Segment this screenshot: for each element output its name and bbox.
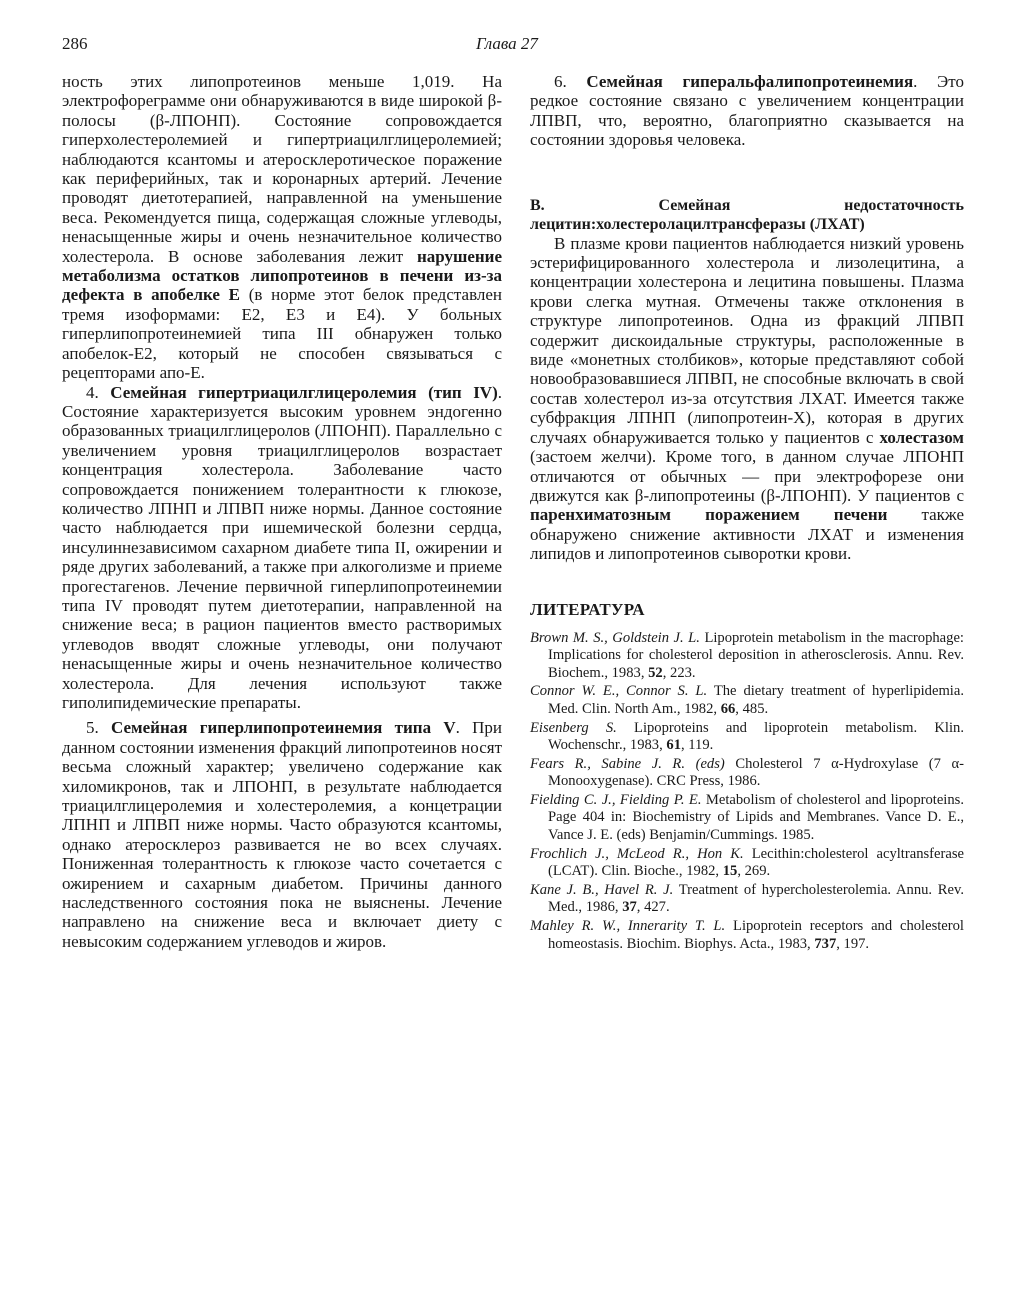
paragraph-lcat-deficiency xyxy=(530,234,964,564)
reference-item xyxy=(530,846,964,881)
bold-text: паренхиматозным поражением печени xyxy=(530,505,888,525)
text-run: В плазме крови пациентов наблюдается низкий уровень эстерифицированного холестерола и лизолецитина, а концентрации холестерона и лецитина повышены. Плазма крови слегка мутная. Отмечены также отклонения в структуре липопротеинов. Одна из фракций ЛПВП содержит дискоидальные структуры, расположенные в виде «монетных столбиков», которые представляют собой новообразовавшиеся ЛПВП, не способные включать в свой состав холестерол из-за отсутствия ЛХАТ. Имеется также субфракция ЛПНП (липопротеин-X), которая в других случаях обнаруживается только у пациентов с xyxy=(530,233,964,447)
text-run: , 197. xyxy=(836,935,870,952)
text-run: . Состояние характеризуется высоким уровнем эндогенно образованных триацилглицеролов (ЛПОНП). Параллельно с увеличением уровня триацилглицеролов возрастает концентрация холестерола. Заболевание часто сопровождается понижением толерантности к глюкозе, количество ЛПНП и ЛПВП ниже нормы. Данное состояние часто наблюдается при ишемической болезни сердца, инсулиннезависимом сахарном диабете типа II, ожирении и ряде других заболеваний, а также при алкоголизме и приеме прогестагенов. Лечение первичной гиперлипопротеинемии типа IV проводят путем диетотерапии, направленной на снижение веса; в рацион пациентов вместо растворимых углеводов вводят сложные углеводы, они получают ненасыщенные жиры и очень незначительное количество холестерола. Для лечения используют также гиполипидемические препараты. xyxy=(62,382,502,712)
text-run: The dietary treatment of hyperlipidemia. Med. Clin. North Am., 1982, xyxy=(548,683,964,717)
text-run: Treatment of hypercholesterolemia. Annu. Rev. Med., 1986, xyxy=(548,881,964,916)
reference-item xyxy=(530,792,964,845)
text-run: , 119. xyxy=(680,737,714,754)
text-run: 4. xyxy=(86,382,111,402)
text-run: Metabolism of cholesterol and lipoproteins. Page 404 in: Biochemistry of Lipids and Membranes. Vance D. E., Vance J. E. (eds) Benjamin/Cummings. 1985. xyxy=(548,791,964,844)
paragraph-type-v xyxy=(62,718,502,951)
paragraph-type-iii-continued xyxy=(62,72,502,383)
paragraph-hyperalphalipoproteinemia xyxy=(530,72,964,150)
text-run: , 427. xyxy=(636,899,670,916)
reference-item xyxy=(530,756,964,791)
text-run: . Это редкое состояние связано с увеличением концентрации ЛПВП, что, вероятно, благоприятно сказывается на состоянии здоровья человека. xyxy=(530,72,964,150)
author-names: Eisenberg S. xyxy=(530,719,617,736)
author-names: Kane J. B., Havel R. J. xyxy=(530,881,674,898)
author-names: Fears R., Sabine J. R. (eds) xyxy=(530,755,725,772)
text-run: , 269. xyxy=(737,863,771,880)
text-run: (в норме этот белок представлен тремя изоформами: Е2, Е3 и Е4). У больных гиперлипопротеинемией типа III обнаружен только апобелок-Е2, который не способен связываться с рецепторами апо-Е. xyxy=(62,285,502,383)
reference-item xyxy=(530,918,964,953)
reference-item xyxy=(530,630,964,683)
text-run: Lipoprotein receptors and cholesterol homeostasis. Biochim. Biophys. Acta., 1983, xyxy=(548,918,964,952)
text-run: 6. xyxy=(554,72,587,91)
paragraph-type-iv xyxy=(62,383,502,713)
text-run: 5. xyxy=(86,718,112,738)
text-run: Lecithin:cholesterol acyltransferase (LCAT). Clin. Bioche., 1982, xyxy=(548,845,964,880)
bold-text: Семейная гиперлипопротеинемия типа V xyxy=(111,718,456,738)
text-run: также обнаружено снижение активности ЛХАТ и изменения липидов и липопротеинов сыворотки крови. xyxy=(530,505,965,564)
text-run: , 223. xyxy=(662,664,696,681)
bold-text: 52 xyxy=(648,664,663,681)
author-names: Connor W. E., Connor S. L. xyxy=(530,683,708,700)
left-column xyxy=(62,72,502,951)
bold-text: холестазом xyxy=(879,427,964,447)
bold-text: 737 xyxy=(814,935,837,952)
author-names: Brown M. S., Goldstein J. L. xyxy=(530,629,700,646)
bold-text: Семейная гипертриацилглицеролемия (тип IV) xyxy=(110,382,498,402)
bold-text: нарушение метаболизма остатков липопротеинов в печени из-за дефекта в апобелке Е xyxy=(62,246,502,305)
text-run: (застоем желчи). Кроме того, в данном случае ЛПОНП отличаются от обычных — при электрофорезе они движутся как β-липопротеины (β-ЛПОНП). У пациентов с xyxy=(530,447,964,505)
reference-item xyxy=(530,720,964,755)
text-run: Cholesterol 7 α-Hydroxylase (7 α-Monooxygenase). CRC Press, 1986. xyxy=(548,755,964,790)
text-run: Lipoprotein metabolism in the macrophage: Implications for cholesterol deposition in atherosclerosis. Annu. Rev. Biochem., 1983, xyxy=(548,629,964,681)
text-run: Lipoproteins and lipoprotein metabolism. Klin. Wochenschr., 1983, xyxy=(548,719,964,754)
bold-text: 61 xyxy=(666,737,681,754)
bold-text: 66 xyxy=(720,700,736,717)
page-number: 286 xyxy=(62,34,88,53)
text-run: . При данном состоянии изменения фракций липопротеинов носят весьма сложный характер; увеличено содержание как хиломикронов, так и ЛПОНП, в результате наблюдается триацилглицеролемия и холестеролемия, а концетрации ЛПНП и ЛПВП ниже нормы. Часто образуются ксантомы, однако атеросклероз развивается не во всех случаях. Пониженная толерантность к глюкозе часто сочетается с ожирением и сахарным диабетом. Причины данного наследственного состояния пока не выяснены. Лечение направлено на снижение веса и включает диету с невысоким содержанием углеводов и жиров. xyxy=(62,718,502,951)
reference-item xyxy=(530,882,964,917)
author-names: Mahley R. W., Innerarity T. L. xyxy=(530,918,726,935)
text-run: , 485. xyxy=(735,700,769,717)
author-names: Frochlich J., McLeod R., Hon K. xyxy=(530,845,744,862)
bold-text: 15 xyxy=(722,863,738,880)
author-names: Fielding C. J., Fielding P. E. xyxy=(530,791,702,808)
text-run: ность этих липопротеинов меньше 1,019. На электрофореграмме они обнаруживаются в виде широкой β-полосы (β-ЛПОНП). Состояние сопровождается гиперхолестеролемией и гипертриацилглицеролемией; наблюдаются ксантомы и атеросклеротическое поражение как периферийных, так и коронарных артерий. Лечение проводят диетотерапией, направленной на уменьшение веса. Рекомендуется пища, содержащая сложные углеводы, ненасыщенные жиры и очень незначительное количество холестерола. В основе заболевания лежит xyxy=(62,72,502,266)
literature-heading: ЛИТЕРАТУРА xyxy=(530,599,645,619)
references-list xyxy=(530,630,964,954)
section-heading-lcat: В. Семейная недостаточность лецитин:холестеролацилтрансферазы (ЛХАТ) xyxy=(530,196,964,233)
reference-item xyxy=(530,683,964,718)
bold-text: 37 xyxy=(622,899,637,916)
bold-text: Семейная гиперальфалипопротеинемия xyxy=(586,72,914,91)
running-head: Глава 27 xyxy=(476,34,538,53)
right-column xyxy=(530,72,964,954)
